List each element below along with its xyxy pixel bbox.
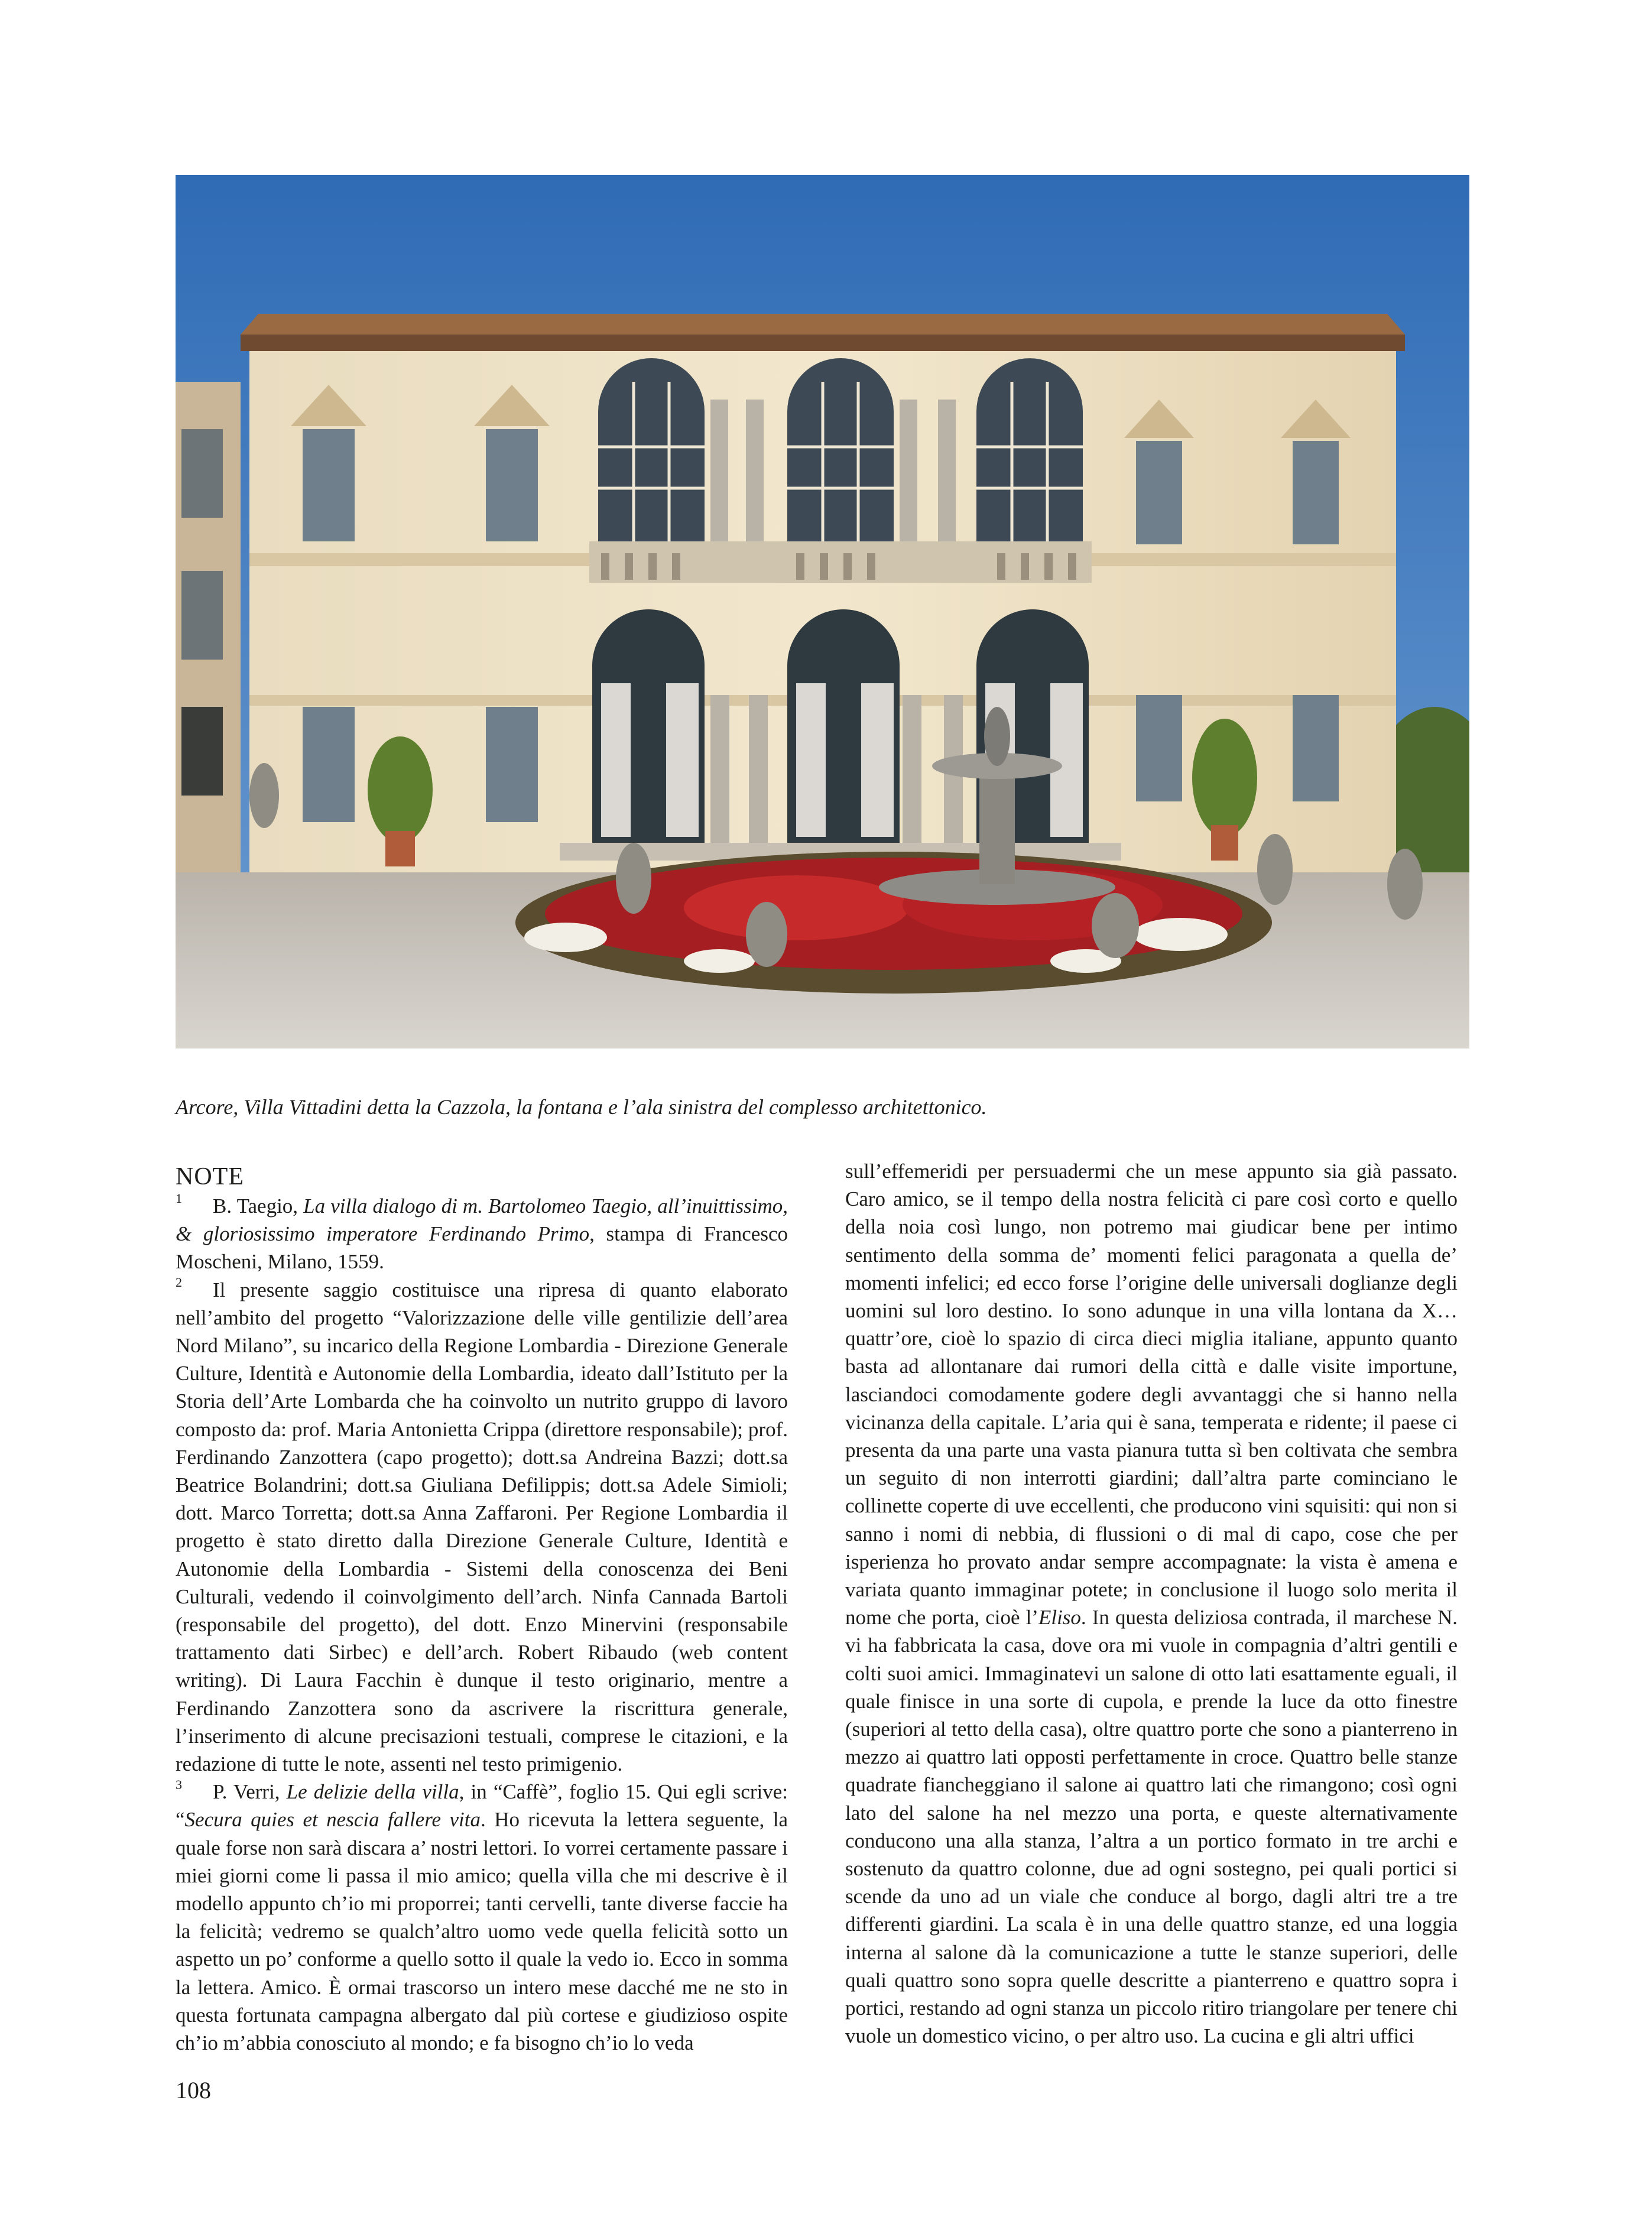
footnote-3-text-a: P. Verri,	[213, 1780, 287, 1804]
notes-heading: NOTE	[176, 1163, 244, 1190]
notes-column	[176, 1161, 788, 2057]
footnote-1-text-b: , stampa di Francesco Moscheni, Milano, 1559.	[176, 1222, 788, 1274]
villa-photo-illustration	[176, 175, 1469, 1048]
continued-paragraph	[845, 1157, 1458, 2050]
footnote-3-text-c: . Ho ricevuta la lettera seguente, la quale forse non sarà discara a’ nostri lettori. Io vorrei certamente passare i miei giorni come li passa il mio amico; quella villa che mi descrive è il modello appunto ch’io mi proporrei; tanti cervelli, tante diverse faccie ha la felicità; vedremo se qualch’altro uomo vede quella felicità sotto un aspetto un po’ conforme a quello sotto il quale la vedo io. Ecco in somma la lettera. Amico. È ormai trascorso un intero mese dacché me ne sto in questa fortunata campagna albergato dal più cortese e giudizioso ospite ch’io m’abbia conosciuto al mondo; e fa bisogno ch’io lo veda	[176, 1808, 788, 2055]
continued-text-a: sull’effemeridi per persuadermi che un mese appunto sia già passato. Caro amico, se il tempo della nostra felicità ci pare così corto e quello della noia così lungo, non potremo mai giudicar bene per intimo sentimento della somma de’ momenti felici paragonata a quella de’ momenti infelici; ed ecco forse l’origine delle universali doglianze degli uomini sul loro destino. Io sono adunque in una villa lontana da X… quattr’ore, cioè lo spazio di circa dieci miglia italiane, appunto quanto basta ad allontanare dai rumori della città e dalle visite importune, lasciandoci comodamente godere degli avvantaggi che si hanno nella vicinanza della capitale. L’aria qui è sana, temperata e ridente; il paese ci presenta da una parte una vasta pianura tutta sì ben coltivata che sembra un seguito di non interrotti giardini; dall’altra parte cominciano le collinette coperte di uve eccellenti, che producono vini squisiti: qui non si sanno i nomi di nebbia, di flussioni o di mal di capo, cose che per isperienza ho provato andar sempre accompagnate: la vista è amena e variata quanto immaginar potete; in conclusione il luogo solo merita il nome che porta, cioè l’	[845, 1160, 1458, 1629]
footnote-2	[176, 1276, 788, 1778]
footnote-1-text-a: B. Taegio,	[213, 1194, 304, 1218]
villa-photo	[176, 175, 1469, 1048]
footnote-2-number: 2	[176, 1274, 182, 1290]
photo-caption: Arcore, Villa Vittadini detta la Cazzola, la fontana e l’ala sinistra del complesso architettonico.	[176, 1095, 987, 1119]
continued-text-column	[845, 1157, 1458, 2050]
footnote-3-motto: Secura quies et nescia fallere vita	[184, 1808, 481, 1832]
page-number: 108	[176, 2077, 211, 2103]
footnote-3	[176, 1778, 788, 2057]
footnote-1-number: 1	[176, 1191, 182, 1206]
footnote-1	[176, 1192, 788, 1276]
footnote-1-title: La villa dialogo di m. Bartolomeo Taegio, all’inuittissimo, & gloriosissimo imperatore Ferdinando Primo	[176, 1194, 788, 1246]
eliso-italic: Eliso	[1038, 1606, 1081, 1629]
footnote-3-text-b: , in “Caffè”, foglio 15. Qui egli scrive: “	[176, 1780, 788, 1832]
footnote-2-text: Il presente saggio costituisce una ripresa di quanto elaborato nell’ambito del progetto “Valorizzazione delle ville gentilizie dell’area Nord Milano”, su incarico della Regione Lombardia - Direzione Generale Culture, Identità e Autonomie della Lombardia, ideato dall’Istituto per la Storia dell’Arte Lombarda che ha coinvolto un nutrito gruppo di lavoro composto da: prof. Maria Antonietta Crippa (direttore responsabile); prof. Ferdinando Zanzottera (capo progetto); dott.sa Andreina Bazzi; dott.sa Beatrice Bolandrini; dott.sa Giuliana Defilippis; dott.sa Adele Simioli; dott. Marco Torretta; dott.sa Anna Zaffaroni. Per Regione Lombardia il progetto è stato diretto dalla Direzione Generale Culture, Identità e Autonomie della Lombardia - Sistemi della conoscenza dei Beni Culturali, vedendo il coinvolgimento dell’arch. Ninfa Cannada Bartoli (responsabile del progetto), del dott. Enzo Minervini (responsabile trattamento dati Sirbec) e dell’arch. Robert Ribaudo (web content writing). Di Laura Facchin è dunque il testo originario, mentre a Ferdinando Zanzottera sono da ascrivere la riscrittura generale, l’inserimento di alcune precisazioni testuali, comprese le citazioni, e la redazione di tutte le note, assenti nel testo primigenio.	[176, 1278, 788, 1776]
footnote-3-number: 3	[176, 1777, 182, 1792]
footnote-3-title: Le delizie della villa	[286, 1780, 459, 1804]
continued-text-b: . In questa deliziosa contrada, il marchese N. vi ha fabbricata la casa, dove ora mi vuole in compagnia d’altri gentili e colti suoi amici. Immaginatevi un salone di otto lati esattamente eguali, il quale finisce in una sorte di cupola, e prende la luce da otto finestre (superiori al tetto della casa), oltre quattro porte che sono a pianterreno in mezzo ai quattro lati opposti perfettamente in croce. Quattro belle stanze quadrate fiancheggiano il salone ai quattro lati che rimangono; così ogni lato del salone ha nel mezzo una porta, e queste alternativamente conducono una alla stanza, l’altra a un portico formato in tre archi e sostenuto da quattro colonne, due ad ogni sostegno, pei quali portici si scende da uno ad un viale che conduce al borgo, dagli altri tre a tre differenti giardini. La scala è in una delle quattro stanze, ed una loggia interna al salone dà la comunicazione a tutte le stanze superiori, delle quali quattro sono sopra quelle descritte a pianterreno e quattro sopra i portici, restando ad ogni stanza un piccolo ritiro triangolare per tenere chi vuole un domestico vicino, o per altro uso. La cucina e gli altri uffici	[845, 1606, 1458, 2048]
